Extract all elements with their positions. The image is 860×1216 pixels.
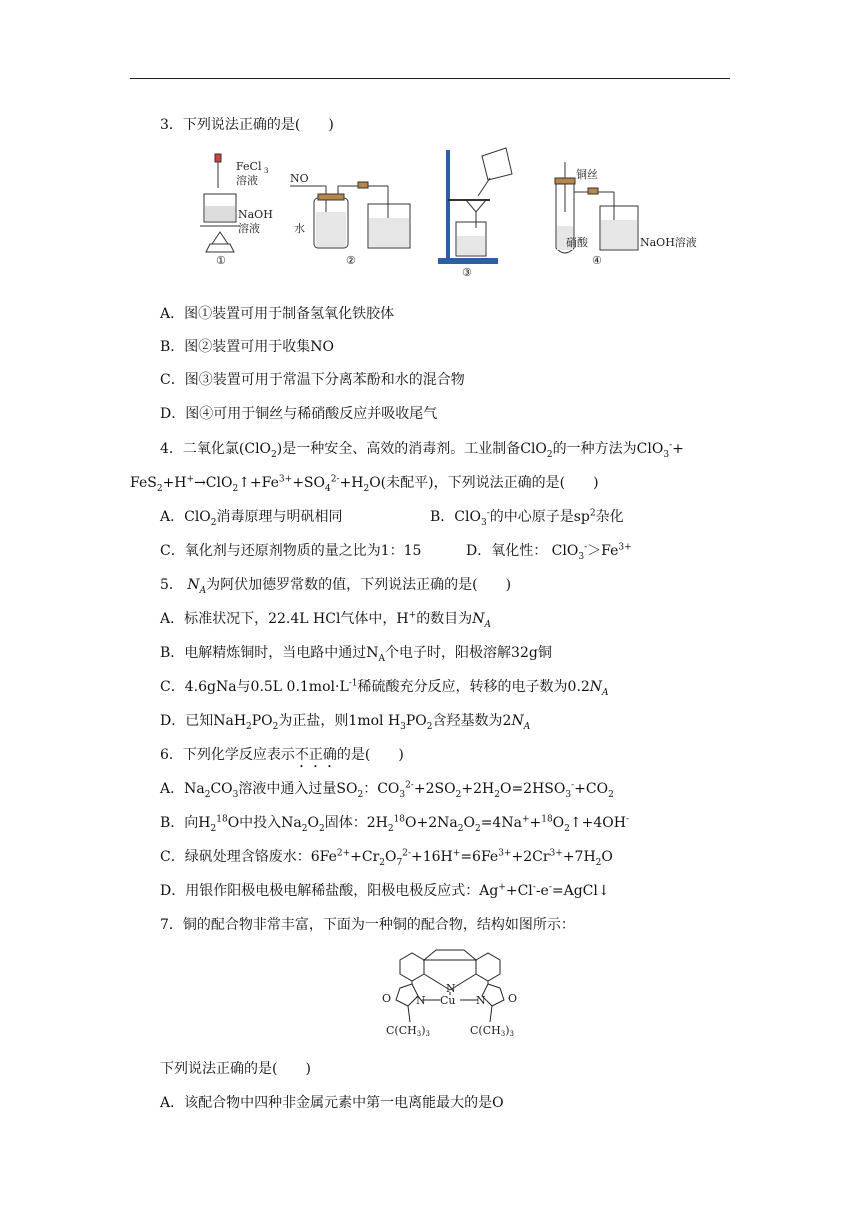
struct-o-left: O	[382, 992, 392, 1005]
struct-n-center: N	[446, 982, 456, 995]
fig4-copper-wire-label: 铜丝	[576, 168, 598, 181]
fig1-fecl3-label: FeCl	[236, 160, 262, 173]
q4-option-d: D．氧化性： $ClO_3^->Fe^{3+}$	[466, 542, 632, 562]
q5-option-a: A．标准状况下，22.4L HCl气体中，H+的数目为$N_A$	[160, 610, 491, 630]
fig1-fecl3-sub: 3	[264, 167, 269, 175]
figure-2-gas-collection	[290, 182, 410, 248]
q4-option-b: B．ClO$_3$-的中心原子是$sp^2$杂化	[430, 508, 624, 528]
fig2-no-label: NO	[290, 172, 309, 185]
q3-option-b: B．图②装置可用于收集NO	[160, 339, 335, 355]
q4-stem-line2: $FeS_2+H^+\to ClO_2↑+Fe^{3+}+SO_4^{2-}+H_2O$(未配平)，下列说法正确的是( )	[130, 474, 599, 494]
q6-option-d: D．用银作阳极电极电解稀盐酸，阳极电极反应式：Ag++Cl--e-=AgCl↓	[160, 882, 610, 899]
q3-apparatus-figures	[190, 148, 710, 279]
struct-n-left: N	[416, 994, 426, 1007]
q4-stem-line1: 4．二氧化氯(ClO$_2$)是一种安全、高效的消毒剂。工业制备ClO$_2$的一种方法为ClO$_3$-+	[160, 440, 684, 460]
q5-option-b: B．电解精炼铜时，当电路中通过$N_A$个电子时，阳极溶解32g铜	[160, 645, 552, 664]
fig1-solution2-label: 溶液	[238, 222, 260, 235]
q3-option-d: D．图④可用于铜丝与稀硝酸反应并吸收尾气	[160, 406, 438, 422]
fig4-nitric-acid-label: 硝酸	[566, 236, 588, 249]
q3-option-c: C．图③装置可用于常温下分离苯酚和水的混合物	[160, 372, 465, 388]
q5-option-c: C．4.6gNa与0.5L $0.1mol\cdot L^{-1}$稀硫酸充分反应，转移的电子数为$0.2N_A$	[160, 678, 609, 698]
fig2-water-label: 水	[294, 222, 305, 235]
fig2-number: ②	[346, 254, 356, 267]
q6-option-a: A．$Na_2CO_3$溶液中通入过量$SO_2$：$CO_3^{2-}+2SO_2+2H_2O=2HSO_3^-+CO_2$	[160, 780, 614, 800]
q3-option-a: A．图①装置可用于制备氢氧化铁胶体	[160, 306, 395, 322]
q6-option-b: B．向$H_2^{18}O$中投入$Na_2O_2$固体：$2H_2^{18}O+2Na_2O_2=4Na^++^{18}O_2↑+4OH^-$	[160, 814, 629, 834]
struct-n-right: N	[476, 994, 486, 1007]
struct-tbu-right: C(CH3)3	[470, 1024, 514, 1038]
struct-cu: Cu	[440, 994, 456, 1007]
q6-stem: 6．下列化学反应表示不正确的是( )	[160, 747, 404, 763]
figure-1-heating-beaker	[200, 154, 240, 252]
q4-option-c: C．氧化剂与还原剂物质的量之比为1：15	[160, 543, 422, 559]
q7-option-a: A．该配合物中四种非金属元素中第一电离能最大的是O	[160, 1095, 504, 1111]
header-rule	[130, 78, 730, 79]
fig4-naoh-solution-label: NaOH溶液	[640, 236, 697, 249]
figure-3-filtration	[438, 148, 512, 264]
struct-o-right: O	[508, 992, 518, 1005]
fig4-number: ④	[592, 254, 602, 267]
q5-stem: 5． $N_A$为阿伏加德罗常数的值，下列说法正确的是( )	[160, 577, 512, 596]
fig1-solution1-label: 溶液	[236, 174, 258, 187]
q7-stem: 7．铜的配合物非常丰富，下面为一种铜的配合物，结构如图所示：	[160, 917, 575, 933]
q7-sub-stem: 下列说法正确的是( )	[160, 1061, 311, 1077]
q6-option-c: C．绿矾处理含铬废水：$6Fe^{2+}+Cr_2O_7^{2-}+16H^+=6Fe^{3+}+2Cr^{3+}+7H_2O$	[160, 848, 613, 868]
q7-copper-complex-structure	[360, 940, 540, 1050]
struct-tbu-left: C(CH3)3	[386, 1024, 430, 1038]
fig1-number: ①	[216, 254, 226, 267]
q3-stem: 3．下列说法正确的是( )	[160, 117, 334, 133]
q4-option-a: A．ClO$_2$消毒原理与明矾相同	[160, 509, 343, 528]
fig1-naoh-label: NaOH	[238, 208, 273, 221]
q5-option-d: D．已知$NaH_2PO_2$为正盐，则1mol $H_3PO_2$含羟基数为$2N_A$	[160, 713, 531, 732]
fig3-number: ③	[462, 266, 472, 279]
